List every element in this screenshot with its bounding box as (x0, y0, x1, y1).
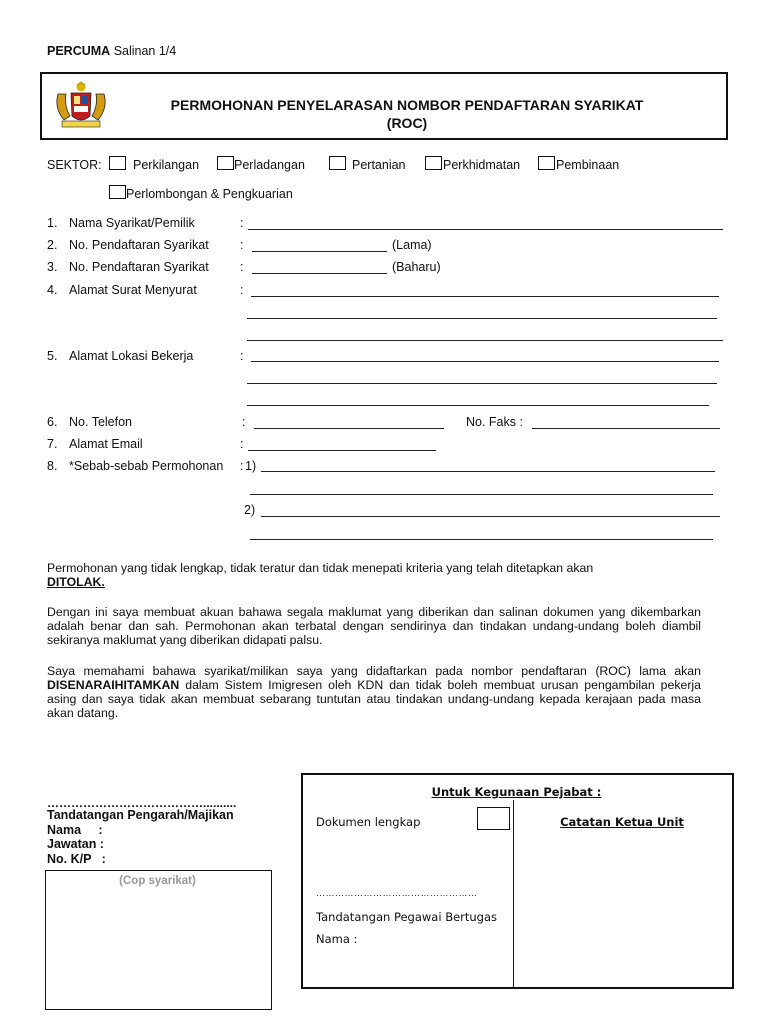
option-perlombongan: Perlombongan & Pengkuarian (126, 187, 293, 201)
signature-title: Tandatangan Pengarah/Majikan (47, 808, 234, 822)
document-complete-checkbox[interactable] (477, 807, 510, 830)
field-1-label: Nama Syarikat/Pemilik (69, 216, 195, 230)
phone-line[interactable] (254, 428, 444, 429)
mailing-address-line-1[interactable] (251, 296, 719, 297)
checkbox-perladangan[interactable] (217, 156, 234, 170)
field-6-label: No. Telefon (69, 415, 133, 429)
checkbox-pertanian[interactable] (329, 156, 346, 170)
copy-number: Salinan 1/4 (113, 44, 177, 58)
field-7-colon: : (240, 437, 244, 451)
field-3-number: 3. (47, 260, 58, 274)
option-pertanian: Pertanian (352, 158, 406, 172)
fax-label: No. Faks : (466, 415, 523, 429)
field-3-suffix: (Baharu) (392, 260, 441, 274)
document-complete-label: Dokumen lengkap (316, 815, 421, 829)
company-name-line[interactable] (248, 229, 723, 230)
work-address-line-3[interactable] (247, 405, 709, 406)
reason-1-marker: 1) (245, 459, 257, 473)
mailing-address-line-2[interactable] (247, 318, 717, 319)
fax-line[interactable] (532, 428, 720, 429)
field-2-suffix: (Lama) (392, 238, 432, 252)
field-7-number: 7. (47, 437, 58, 451)
note-blacklist (47, 664, 701, 720)
note-declaration: Dengan ini saya membuat akuan bahawa segala maklumat yang diberikan dan salinan dokumen yang dikembarkan adalah benar dan sah. Permohonan akan terbatal dengan sendirinya dan tindakan undang-undang boleh diambil sekiranya maklumat yang diberikan didapati palsu. (47, 605, 701, 647)
mailing-address-line-3[interactable] (247, 340, 723, 341)
field-3-colon: : (240, 260, 244, 274)
checkbox-perlombongan[interactable] (109, 185, 126, 199)
signature-ic: No. K/P : (47, 852, 106, 866)
field-7-label: Alamat Email (69, 437, 143, 451)
copy-header (47, 44, 176, 58)
note-incomplete (47, 561, 701, 589)
note-incomplete-text: Permohonan yang tidak lengkap, tidak teratur dan tidak menepati kriteria yang telah ditetapkan akan (47, 561, 594, 575)
company-stamp-label: (Cop syarikat) (119, 875, 196, 887)
option-perkhidmatan: Perkhidmatan (443, 158, 521, 172)
officer-name-label: Nama : (316, 932, 358, 946)
new-registration-line[interactable] (252, 273, 387, 274)
option-perkilangan: Perkilangan (133, 158, 200, 172)
signature-position: Jawatan : (47, 837, 104, 851)
old-registration-line[interactable] (252, 251, 387, 252)
coat-of-arms-logo (50, 80, 112, 130)
officer-signature-dots[interactable]: …………………………………………… (316, 888, 478, 898)
reason-2-line-a[interactable] (261, 516, 720, 517)
field-1-number: 1. (47, 216, 58, 230)
note-blacklist-rest: dalam Sistem Imigresen oleh KDN dan tidak boleh membuat urusan pengambilan pekerja asing dan saya tidak akan membuat sebarang tuntutan atau tindakan undang-undang kepada kerajaan pada masa akan datang. (47, 678, 701, 720)
form-title-line2: (ROC) (386, 115, 428, 131)
field-5-colon: : (240, 349, 244, 363)
officer-signature-label: Tandatangan Pegawai Bertugas (316, 910, 498, 924)
office-use-box (301, 773, 734, 989)
field-4-colon: : (240, 283, 244, 297)
checkbox-perkhidmatan[interactable] (425, 156, 442, 170)
option-pembinaan: Pembinaan (556, 158, 620, 172)
reason-1-line-b[interactable] (250, 494, 713, 495)
field-5-number: 5. (47, 349, 58, 363)
field-6-colon: : (242, 415, 246, 429)
company-stamp-box[interactable] (45, 870, 272, 1010)
work-address-line-2[interactable] (247, 383, 717, 384)
note-blacklist-start: Saya memahami bahawa syarikat/milikan saya yang didaftarkan pada nombor pendaftaran (ROC) lama akan (47, 664, 701, 678)
field-5-label: Alamat Lokasi Bekerja (69, 349, 194, 363)
field-8-label: *Sebab-sebab Permohonan (69, 459, 224, 473)
field-2-label: No. Pendaftaran Syarikat (69, 238, 209, 252)
field-4-label: Alamat Surat Menyurat (69, 283, 197, 297)
sektor-label: SEKTOR: (47, 158, 102, 172)
field-8-number: 8. (47, 459, 58, 473)
reason-2-line-b[interactable] (250, 539, 713, 540)
unit-head-notes-label: Catatan Ketua Unit (560, 815, 684, 829)
field-2-colon: : (240, 238, 244, 252)
signature-dots[interactable]: ………………………………….......... (47, 796, 237, 810)
field-3-label: No. Pendaftaran Syarikat (69, 260, 209, 274)
reason-2-marker: 2) (244, 503, 256, 517)
office-use-heading: Untuk Kegunaan Pejabat : (431, 785, 602, 799)
field-4-number: 4. (47, 283, 58, 297)
field-6-number: 6. (47, 415, 58, 429)
field-1-colon: : (240, 216, 244, 230)
checkbox-pembinaan[interactable] (538, 156, 555, 170)
note-blacklist-bold: DISENARAIHITAMKAN (47, 678, 180, 692)
field-2-number: 2. (47, 238, 58, 252)
checkbox-perkilangan[interactable] (109, 156, 126, 170)
work-address-line-1[interactable] (251, 361, 719, 362)
free-label: PERCUMA (47, 44, 111, 58)
note-rejected-word: DITOLAK. (47, 575, 105, 589)
field-8-colon: : (240, 459, 244, 473)
option-perladangan: Perladangan (234, 158, 305, 172)
email-line[interactable] (248, 450, 436, 451)
signature-name: Nama : (47, 823, 103, 837)
form-title-line1: PERMOHONAN PENYELARASAN NOMBOR PENDAFTARAN SYARIKAT (170, 97, 644, 113)
reason-1-line-a[interactable] (261, 471, 715, 472)
